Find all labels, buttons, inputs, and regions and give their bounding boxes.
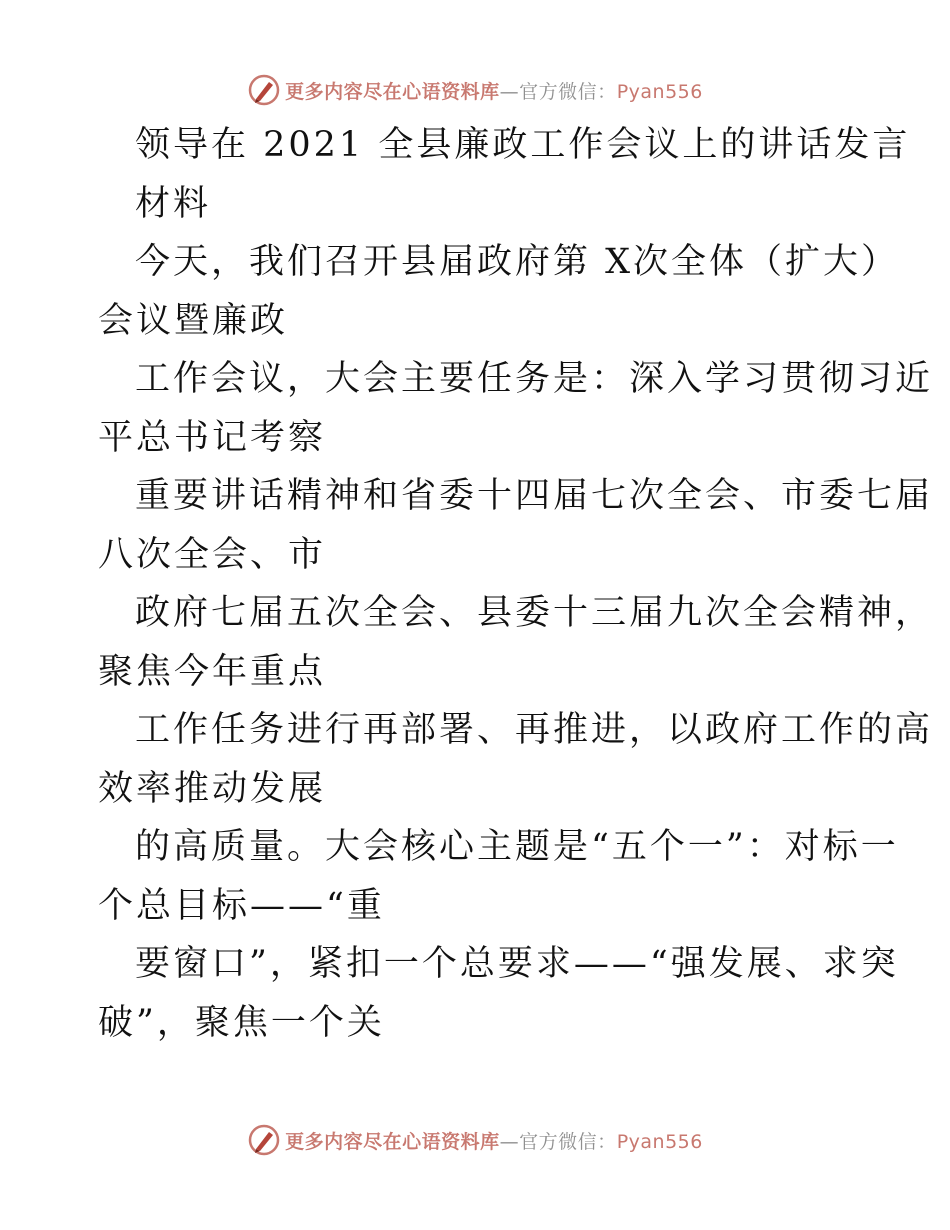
document-line: 领导在 2021 全县廉政工作会议上的讲话发言 [135,125,911,165]
pen-logo-icon [247,1123,281,1157]
header-banner [0,70,950,110]
document-line: 个总目标——“重 [98,885,385,926]
document-line: 重要讲话精神和省委十四届七次全会、市委七届 [135,476,934,516]
document-line: 会议暨廉政 [98,300,289,341]
document-line: 八次全会、市 [98,534,327,575]
pen-logo-icon [247,73,281,107]
document-line: 工作任务进行再部署、再推进，以政府工作的高 [135,710,934,750]
banner-wechat-id: Pyan556 [616,1130,703,1153]
document-line: 平总书记考察 [98,417,327,458]
document-line: 工作会议，大会主要任务是：深入学习贯彻习近 [135,359,934,399]
document-line: 效率推动发展 [98,768,327,809]
document-line: 聚焦今年重点 [98,651,327,692]
banner-brand: 更多内容尽在心语资料库 [285,80,500,103]
banner-separator: —官方微信： [499,80,617,103]
footer-banner-text [285,1127,703,1154]
document-line: 要窗口”，紧扣一个总要求——“强发展、求突 [135,944,899,984]
banner-wechat-id: Pyan556 [616,80,703,103]
banner-brand: 更多内容尽在心语资料库 [285,1130,500,1153]
document-line: 政府七届五次全会、县委十三届九次全会精神， [135,593,934,633]
footer-banner [0,1120,950,1160]
banner-separator: —官方微信： [499,1130,617,1153]
header-banner-text [285,77,703,104]
document-line: 破”，聚焦一个关 [98,1002,385,1043]
document-line: 今天，我们召开县届政府第 X次全体（扩大） [135,242,900,282]
document-line: 材料 [135,183,212,224]
document-line: 的高质量。大会核心主题是“五个一”：对标一 [135,827,899,867]
